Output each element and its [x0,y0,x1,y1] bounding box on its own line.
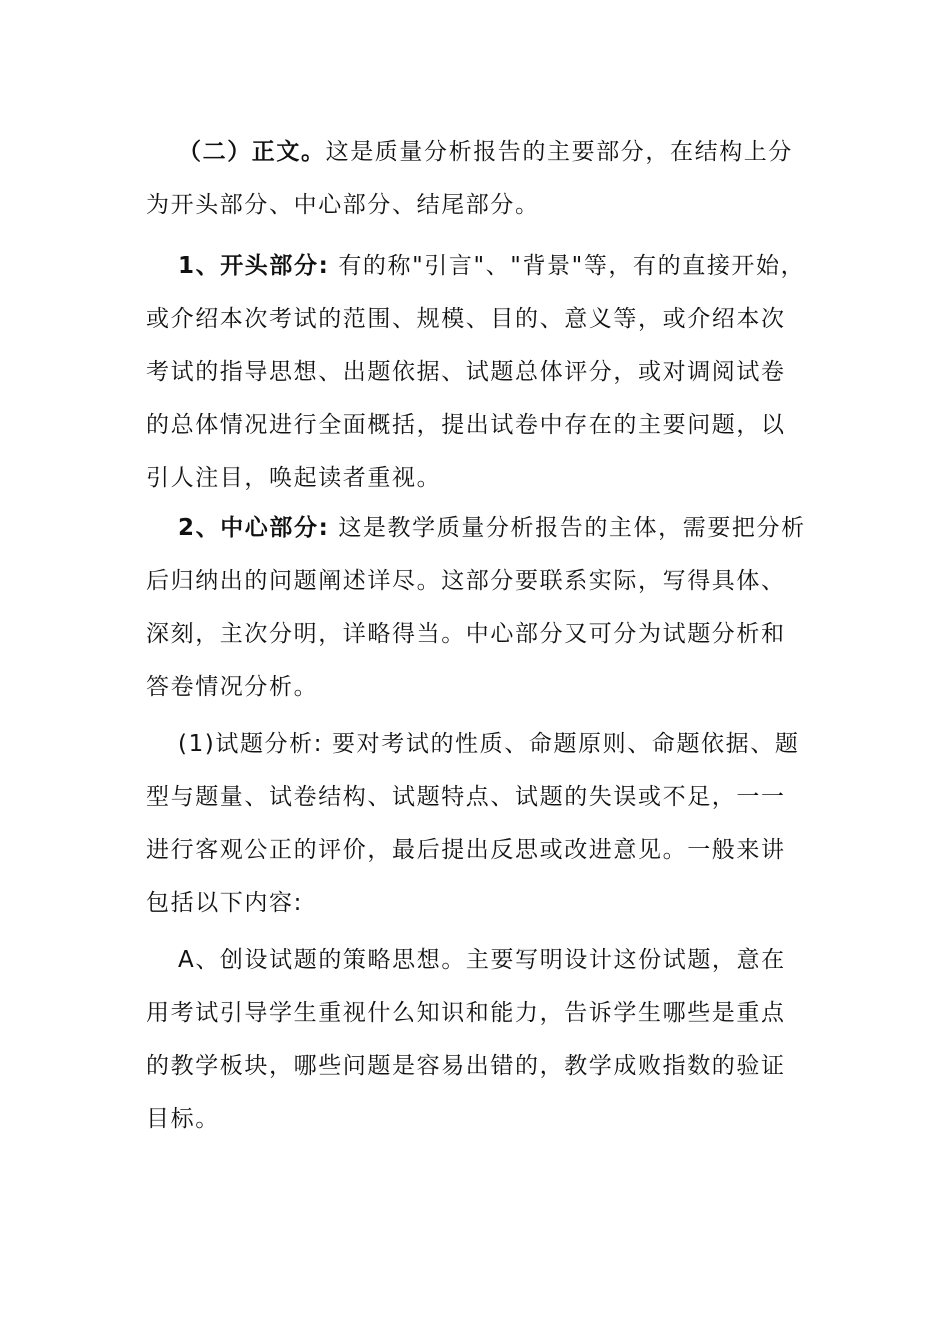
paragraph-question-analysis [146,718,806,930]
paragraph-body: (1)试题分析: 要对考试的性质、命题原则、命题依据、题型与题量、试卷结构、试题特点、试题的失误或不足，一一进行客观公正的评价，最后提出反思或改进意见。一般来讲包括以下内容: [146,731,800,916]
paragraph-body: 这是教学质量分析报告的主体，需要把分析后归纳出的问题阐述详尽。这部分要联系实际，写得具体、深刻，主次分明，详略得当。中心部分又可分为试题分析和答卷情况分析。 [146,515,806,700]
paragraph-body: 有的称"引言"、"背景"等，有的直接开始，或介绍本次考试的范围、规模、目的、意义等，或介绍本次考试的指导思想、出题依据、试题总体评分，或对调阅试卷的总体情况进行全面概括，提出试卷中存在的主要问题，以引人注目，唤起读者重视。 [146,253,806,491]
paragraph-opening-section [146,240,806,505]
paragraph-body: 这是质量分析报告的主要部分，在结构上分为开头部分、中心部分、结尾部分。 [146,139,794,218]
paragraph-central-section [146,502,806,714]
paragraph-heading: （二）正文。 [178,139,326,165]
paragraph-heading: 1、开头部分: [178,253,330,279]
paragraph-strategy [146,934,806,1146]
paragraph-heading: 2、中心部分: [178,515,330,541]
paragraph-main-text [146,126,806,232]
paragraph-body: A、创设试题的策略思想。主要写明设计这份试题，意在用考试引导学生重视什么知识和能力，告诉学生哪些是重点的教学板块，哪些问题是容易出错的，教学成败指数的验证目标。 [146,947,786,1132]
